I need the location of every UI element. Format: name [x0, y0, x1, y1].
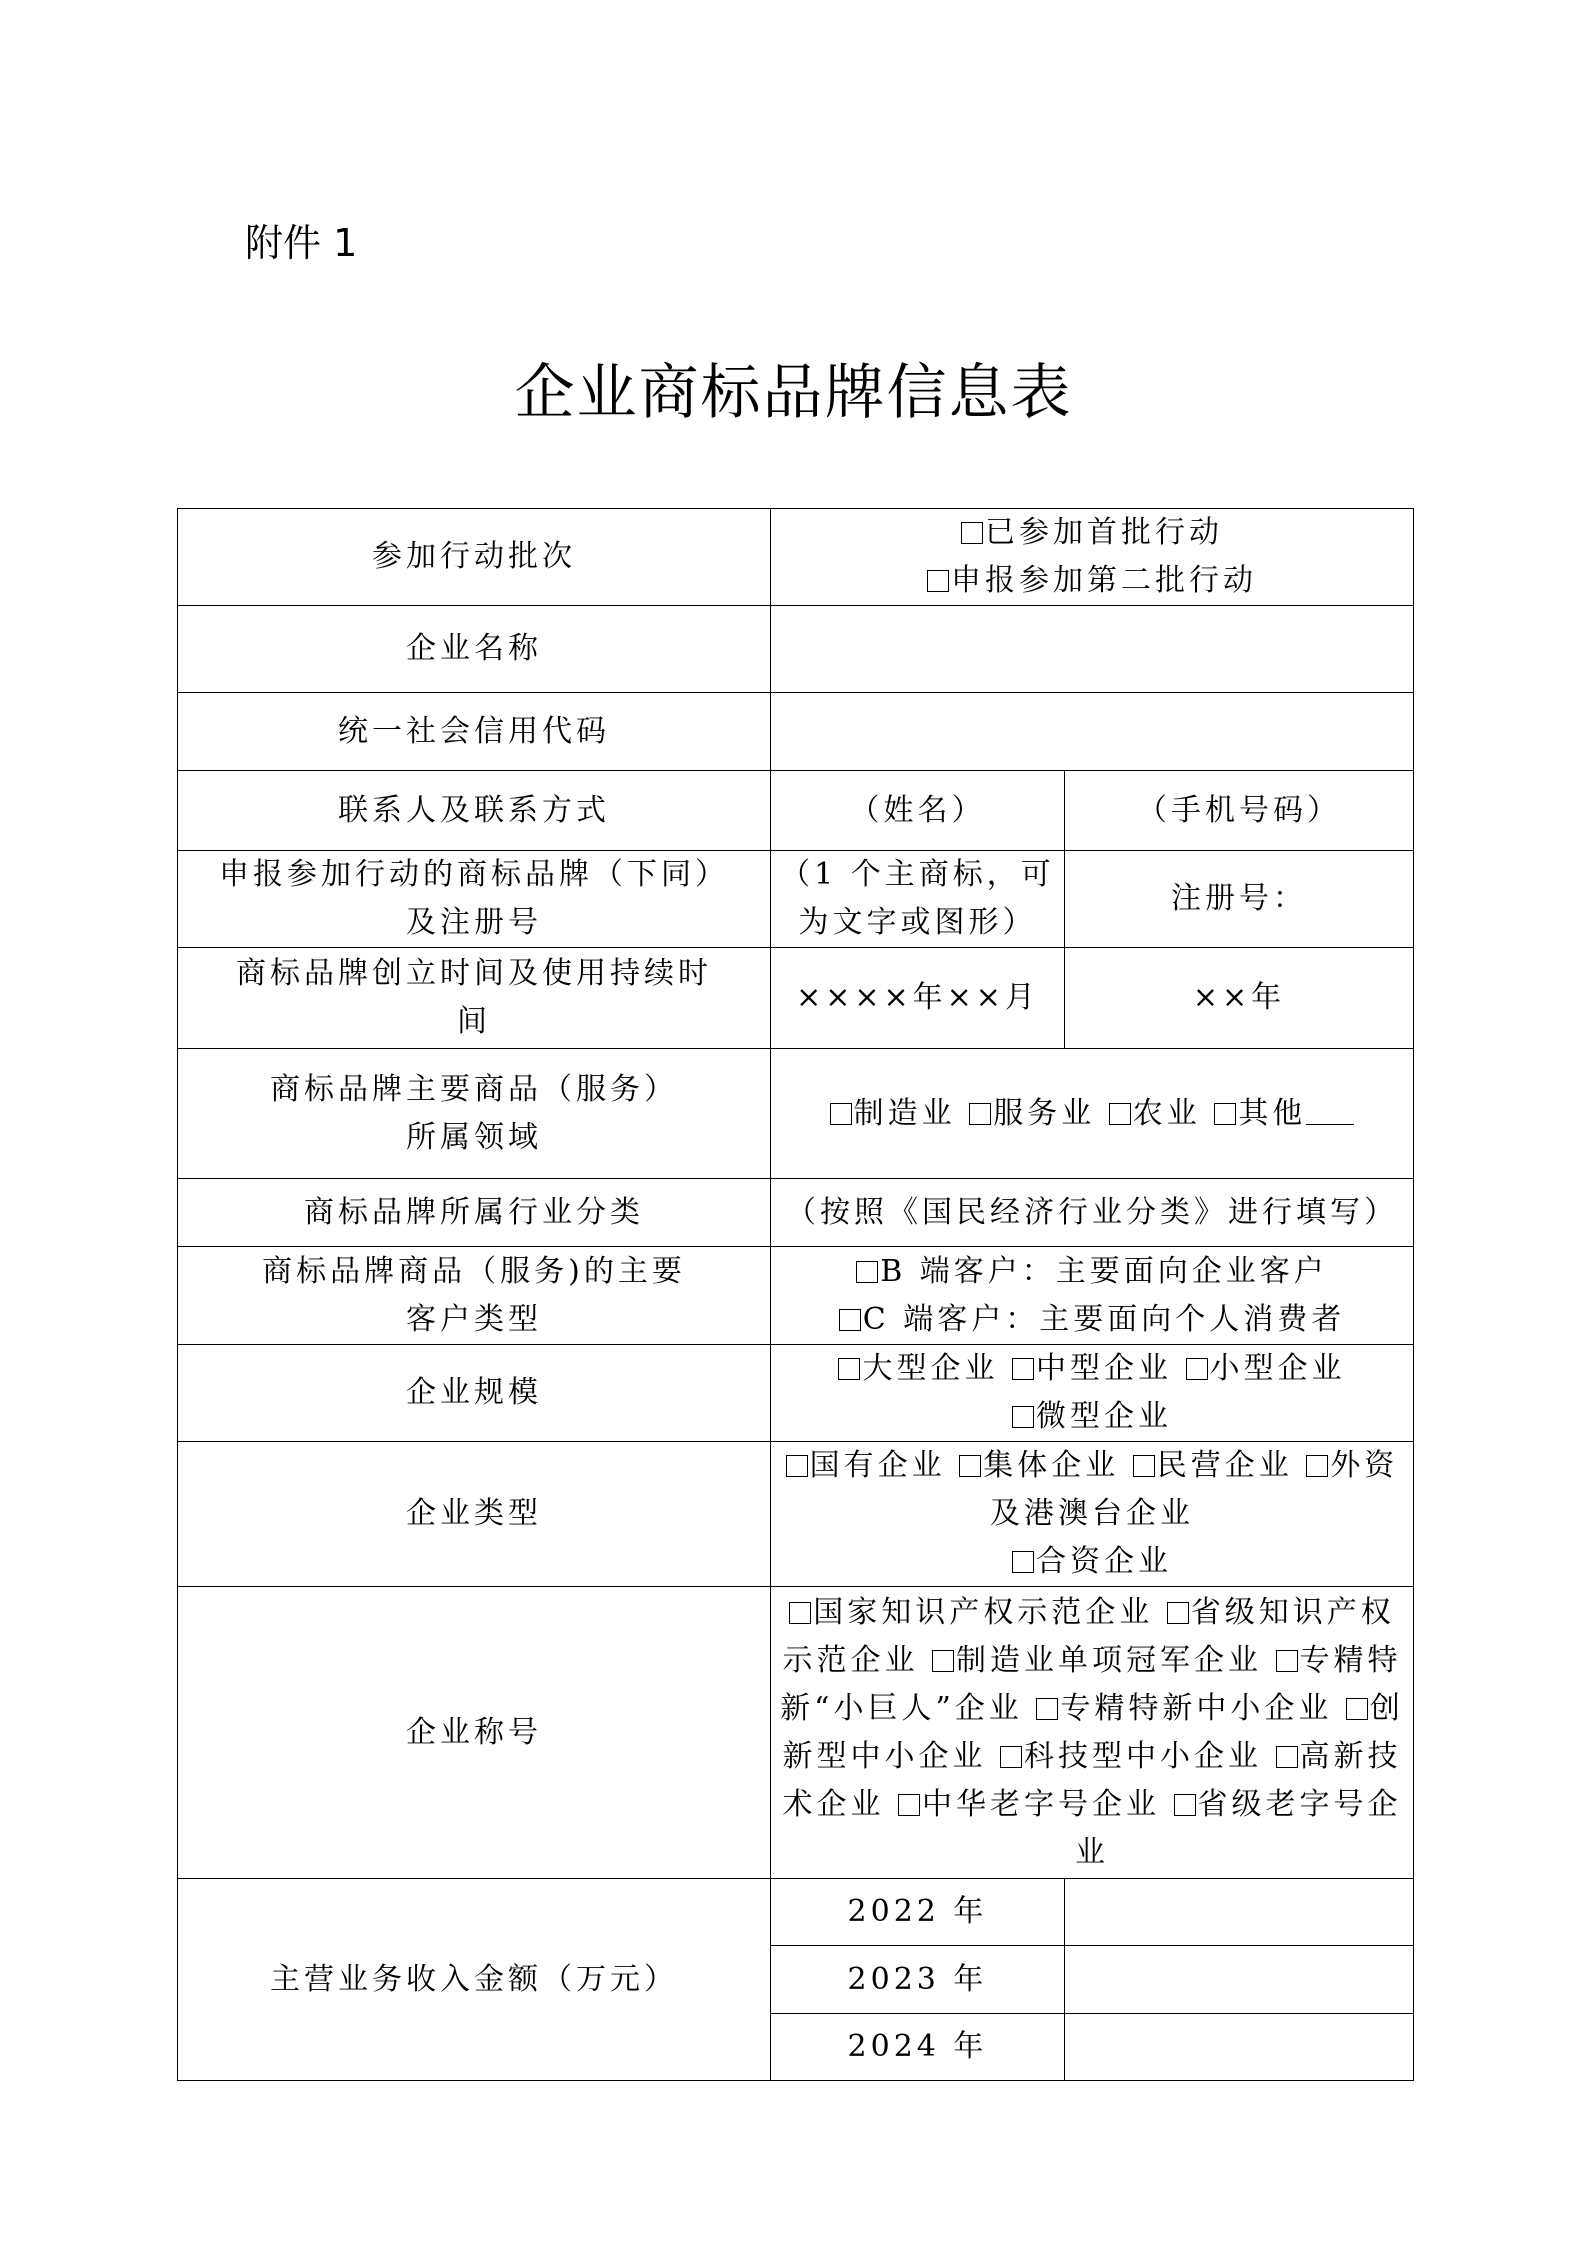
option-collective[interactable]: 集体企业: [959, 1448, 1119, 1483]
checkbox[interactable]: [839, 1309, 861, 1331]
label-scale: 企业规模: [178, 1345, 771, 1442]
customer-options: [771, 1247, 1414, 1345]
option-second-batch[interactable]: 申报参加第二批行动: [777, 557, 1407, 605]
label-brand: 申报参加行动的商标品牌（下同） 及注册号: [178, 851, 771, 948]
checkbox[interactable]: [1012, 1358, 1034, 1380]
checkbox[interactable]: [932, 1650, 954, 1672]
option-micro[interactable]: 微型企业: [1012, 1399, 1172, 1434]
option-b2b[interactable]: B 端客户：主要面向企业客户: [777, 1248, 1407, 1296]
checkbox[interactable]: [1167, 1602, 1189, 1624]
checkbox[interactable]: [1276, 1650, 1298, 1672]
checkbox[interactable]: [1174, 1794, 1196, 1816]
contact-phone-field[interactable]: （手机号码）: [1065, 771, 1414, 851]
option-state-owned[interactable]: 国有企业: [786, 1448, 946, 1483]
row-established: [178, 948, 1414, 1049]
checkbox[interactable]: [961, 522, 983, 544]
checkbox[interactable]: [1276, 1746, 1298, 1768]
option-honor[interactable]: 高新技术企业: [782, 1738, 1402, 1822]
option-other[interactable]: 其他: [1214, 1096, 1354, 1131]
checkbox[interactable]: [969, 1103, 991, 1125]
row-customer: [178, 1247, 1414, 1345]
row-scale: [178, 1345, 1414, 1442]
option-foreign[interactable]: 外资及港澳台企业: [990, 1448, 1399, 1531]
label-contact: 联系人及联系方式: [178, 771, 771, 851]
row-domain: [178, 1049, 1414, 1179]
established-date-field[interactable]: ××××年××月: [771, 948, 1065, 1049]
checkbox[interactable]: [1306, 1455, 1328, 1477]
checkbox[interactable]: [830, 1103, 852, 1125]
other-blank[interactable]: [1306, 1100, 1354, 1125]
checkbox[interactable]: [856, 1261, 878, 1283]
option-honor[interactable]: 省级老字号企业: [1075, 1786, 1402, 1870]
checkbox[interactable]: [789, 1602, 811, 1624]
option-b2c[interactable]: C 端客户：主要面向个人消费者: [777, 1296, 1407, 1344]
checkbox[interactable]: [1214, 1103, 1236, 1125]
option-joint-venture[interactable]: 合资企业: [1012, 1544, 1172, 1579]
option-honor[interactable]: 国家知识产权示范企业: [789, 1595, 1153, 1630]
label-revenue: 主营业务收入金额（万元）: [178, 1879, 771, 2081]
option-small[interactable]: 小型企业: [1186, 1351, 1346, 1386]
checkbox[interactable]: [1012, 1406, 1034, 1428]
revenue-2022-field[interactable]: [1065, 1879, 1414, 1946]
label-honors: 企业称号: [178, 1587, 771, 1879]
domain-options: [771, 1049, 1414, 1179]
option-honor[interactable]: 创新型中小企业: [782, 1690, 1404, 1774]
checkbox[interactable]: [1000, 1746, 1022, 1768]
option-honor[interactable]: 制造业单项冠军企业: [932, 1643, 1262, 1678]
revenue-2024-field[interactable]: [1065, 2014, 1414, 2081]
option-first-batch[interactable]: 已参加首批行动: [777, 509, 1407, 557]
info-table: [177, 508, 1414, 2081]
type-options: [771, 1442, 1414, 1587]
option-manufacturing[interactable]: 制造业: [830, 1096, 956, 1131]
brand-field[interactable]: （1 个主商标，可 为文字或图形）: [771, 851, 1065, 948]
row-batch: [178, 509, 1414, 606]
row-honors: [178, 1587, 1414, 1879]
label-customer: 商标品牌商品（服务)的主要 客户类型: [178, 1247, 771, 1345]
checkbox[interactable]: [898, 1794, 920, 1816]
revenue-2023-field[interactable]: [1065, 1946, 1414, 2014]
row-company-name: [178, 606, 1414, 693]
checkbox[interactable]: [927, 570, 949, 592]
scale-options: [771, 1345, 1414, 1442]
credit-code-field[interactable]: [771, 693, 1414, 771]
company-name-field[interactable]: [771, 606, 1414, 693]
checkbox[interactable]: [786, 1455, 808, 1477]
option-honor[interactable]: 中华老字号企业: [898, 1787, 1160, 1822]
checkbox[interactable]: [1036, 1698, 1058, 1720]
checkbox[interactable]: [959, 1455, 981, 1477]
checkbox[interactable]: [1186, 1358, 1208, 1380]
label-domain: 商标品牌主要商品（服务） 所属领域: [178, 1049, 771, 1179]
option-honor[interactable]: 专精特新中小企业: [1036, 1691, 1332, 1726]
option-private[interactable]: 民营企业: [1133, 1448, 1293, 1483]
duration-field[interactable]: ××年: [1065, 948, 1414, 1049]
label-established: 商标品牌创立时间及使用持续时 间: [178, 948, 771, 1049]
revenue-year-2023: 2023 年: [771, 1946, 1065, 2014]
revenue-year-2024: 2024 年: [771, 2014, 1065, 2081]
label-batch: 参加行动批次: [178, 509, 771, 606]
option-services[interactable]: 服务业: [969, 1096, 1095, 1131]
industry-field[interactable]: （按照《国民经济行业分类》进行填写）: [771, 1179, 1414, 1247]
row-type: [178, 1442, 1414, 1587]
row-brand: [178, 851, 1414, 948]
option-honor[interactable]: 省级知识产权示范企业: [782, 1594, 1395, 1678]
option-medium[interactable]: 中型企业: [1012, 1351, 1172, 1386]
row-contact: [178, 771, 1414, 851]
row-credit-code: [178, 693, 1414, 771]
label-credit-code: 统一社会信用代码: [178, 693, 771, 771]
label-industry: 商标品牌所属行业分类: [178, 1179, 771, 1247]
option-large[interactable]: 大型企业: [838, 1351, 998, 1386]
reg-number-field[interactable]: 注册号：: [1065, 851, 1414, 948]
option-agriculture[interactable]: 农业: [1109, 1096, 1201, 1131]
contact-name-field[interactable]: （姓名）: [771, 771, 1065, 851]
row-revenue: [178, 1879, 1414, 1946]
page-title: 企业商标品牌信息表: [514, 358, 1073, 428]
honors-options: [771, 1587, 1414, 1879]
label-type: 企业类型: [178, 1442, 771, 1587]
checkbox[interactable]: [1133, 1455, 1155, 1477]
option-honor[interactable]: 专精特新“小巨人”企业: [780, 1642, 1402, 1726]
batch-options: [771, 509, 1414, 606]
attachment-label: 附件 1: [245, 221, 358, 265]
checkbox[interactable]: [1109, 1103, 1131, 1125]
row-industry: [178, 1179, 1414, 1247]
revenue-year-2022: 2022 年: [771, 1879, 1065, 1946]
label-company-name: 企业名称: [178, 606, 771, 693]
checkbox[interactable]: [838, 1358, 860, 1380]
option-honor[interactable]: 科技型中小企业: [1000, 1739, 1262, 1774]
checkbox[interactable]: [1012, 1551, 1034, 1573]
checkbox[interactable]: [1346, 1698, 1368, 1720]
